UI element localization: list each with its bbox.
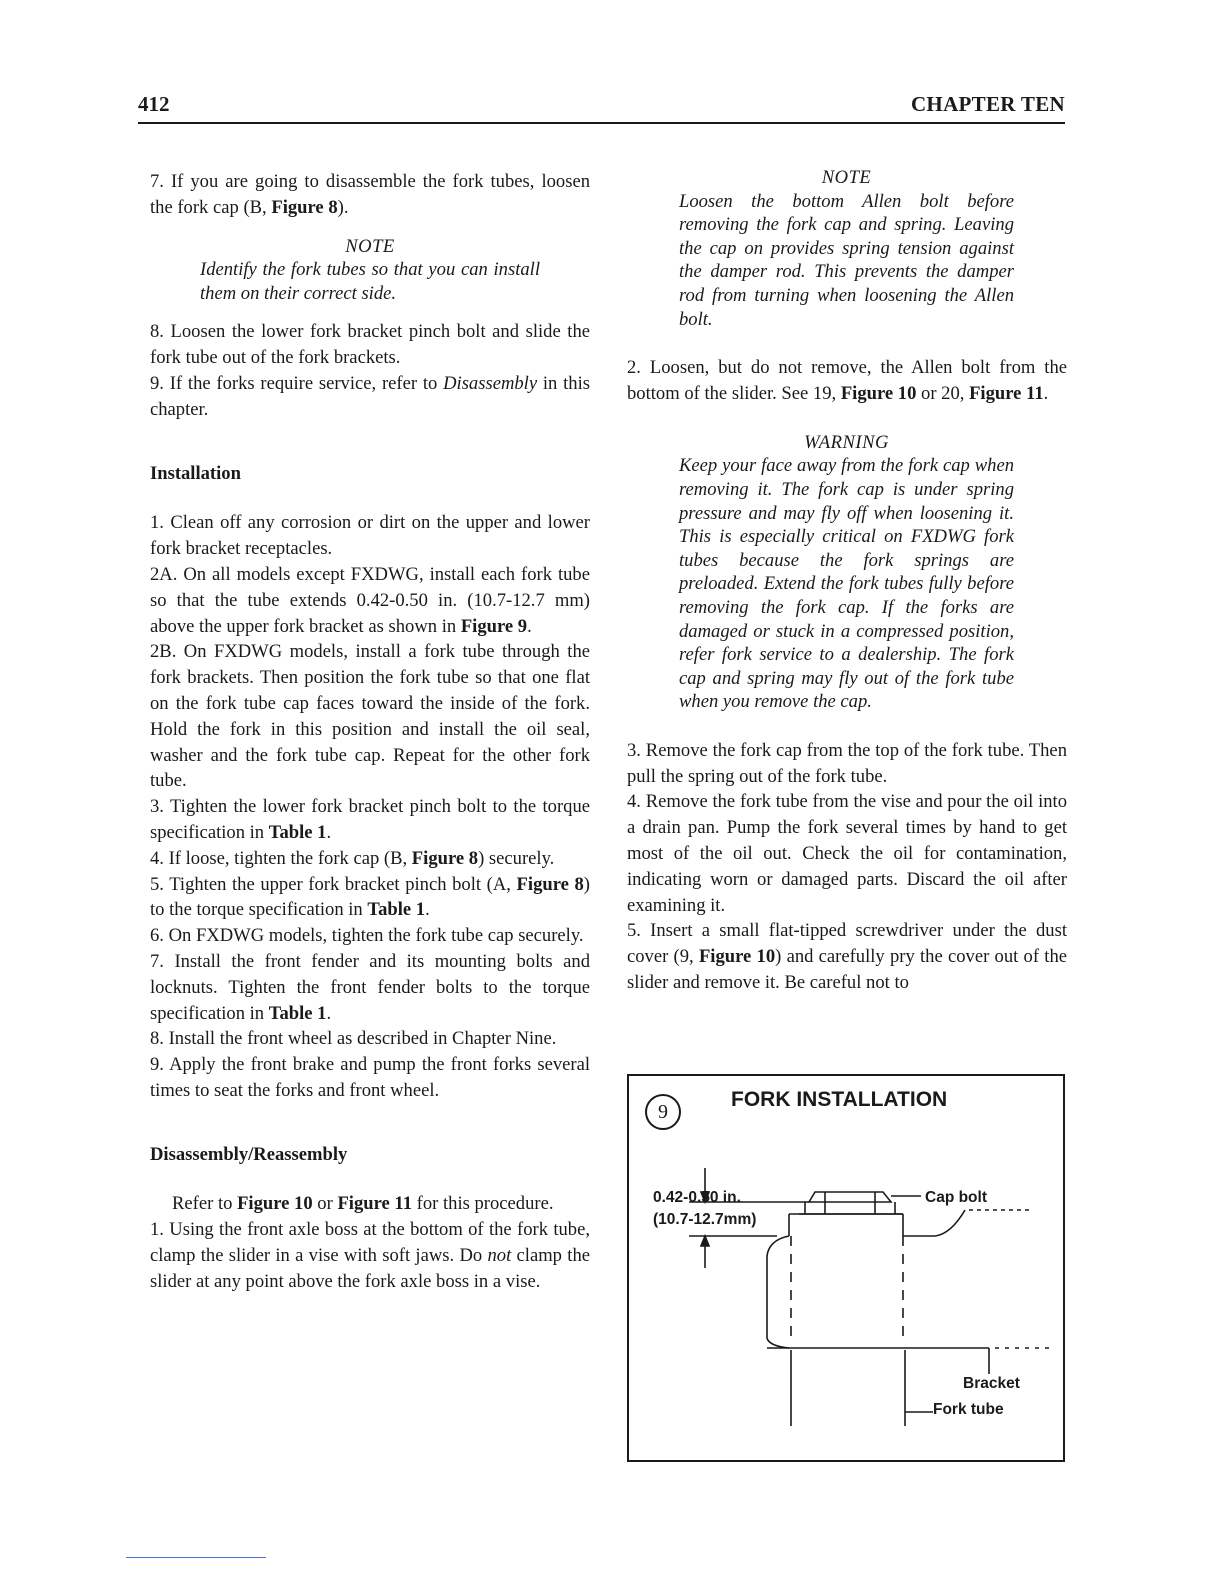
page-number: 412 [138, 92, 170, 116]
install-step-8: 8. Install the front wheel as described in Chapter Nine. [150, 1028, 557, 1050]
warning-text: Keep your face away from the fork cap when removing it. The fork cap is under spring pressure and may fly off when loosening it. This is especially critical on FXDWG fork tubes because the fork springs are preloaded. Extend the fork tubes fully before removing the fork cap. If the forks are damaged or stuck in a compressed position, refer fork service to a dealership. The fork cap and spring may fly out of the fork tube when you remove the cap. [679, 455, 1014, 713]
figure-title: FORK INSTALLATION [731, 1088, 948, 1111]
step-5-paragraph: 5. Insert a small flat-tipped screwdriver under the dust cover (9, Figure 10) and carefully pry the cover out of the slider and remove it. Be careful not to [627, 920, 1067, 994]
step-8-paragraph: 8. Loosen the lower fork bracket pinch bolt and slide the fork tube out of the fork brackets. [150, 321, 590, 369]
install-step-2a: 2A. On all models except FXDWG, install each fork tube so that the tube extends 0.42-0.50 in. (10.7-12.7 mm) above the upper fork bracket as shown in Figure 9. [150, 563, 590, 637]
header-rule [138, 122, 1065, 124]
cap-bolt-label: Cap bolt [925, 1189, 987, 1206]
page-header [138, 92, 1065, 122]
right-column [627, 166, 1067, 996]
fork-tube-label: Fork tube [933, 1401, 1004, 1418]
figure-number: 9 [645, 1094, 681, 1130]
dimension-mm: (10.7-12.7mm) [653, 1211, 757, 1228]
upper-bracket [767, 1236, 789, 1348]
note-text: Identify the fork tubes so that you can install them on their correct side. [200, 259, 540, 304]
warning-box [679, 431, 1014, 714]
dimension-inches: 0.42-0.50 in. [653, 1189, 741, 1206]
step-7-paragraph: 7. If you are going to disassemble the fork tubes, loosen the fork cap (B, Figure 8). [150, 171, 590, 218]
step-9-paragraph: 9. If the forks require service, refer to Disassembly in this chapter. [150, 372, 591, 420]
step-3-paragraph: 3. Remove the fork cap from the top of the fork tube. Then pull the spring out of the fork tube. [627, 739, 1067, 787]
step-2-paragraph: 2. Loosen, but do not remove, the Allen bolt from the bottom of the slider. See 19, Figure 10 or 20, Figure 11. [627, 357, 1067, 404]
page-edge-mark [126, 1557, 266, 1558]
install-step-9: 9. Apply the front brake and pump the front forks several times to seat the forks and front wheel. [150, 1054, 590, 1101]
figure-fork-installation [627, 1074, 1065, 1462]
warning-title: WARNING [804, 431, 889, 453]
note-identify-tubes [200, 235, 540, 306]
step-4-paragraph: 4. Remove the fork tube from the vise and pour the oil into a drain pan. Pump the fork several times by hand to get most of the oil out. Check the oil for contamination, indicating worn or damaged parts. Discard the oil after examining it. [627, 791, 1067, 916]
note-title: NOTE [345, 235, 395, 257]
note-text: Loosen the bottom Allen bolt before removing the fork cap and spring. Leaving the cap on provides spring tension against the damper rod. This prevents the damper rod from turning when loosening the Allen bolt. [679, 190, 1014, 330]
bracket-label: Bracket [963, 1375, 1020, 1392]
note-allen-bolt [679, 166, 1014, 331]
install-step-6: 6. On FXDWG models, tighten the fork tube cap securely. [150, 925, 584, 947]
disassembly-heading: Disassembly/Reassembly [150, 1143, 348, 1165]
install-step-2b: 2B. On FXDWG models, install a fork tube through the fork brackets. Then position the fork tube so that one flat on the fork tube cap faces toward the inside of the fork. Hold the fork in this position and install the oil seal, washer and the fork tube cap. Repeat for the other fork tube. [150, 641, 590, 792]
cap-bolt-hex [809, 1192, 891, 1202]
arrowhead-bottom [701, 1236, 709, 1246]
disassembly-step-1: 1. Using the front axle boss at the bottom of the fork tube, clamp the slider in a vise with soft jaws. Do not clamp the slider at any point above the fork axle boss in a vise. [150, 1219, 590, 1292]
install-step-3: 3. Tighten the lower fork bracket pinch bolt to the torque specification in Table 1. [150, 796, 590, 843]
install-step-4: 4. If loose, tighten the fork cap (B, Figure 8) securely. [150, 847, 555, 869]
install-step-5: 5. Tighten the upper fork bracket pinch bolt (A, Figure 8) to the torque specification in Table 1. [150, 873, 590, 921]
install-step-7: 7. Install the front fender and its mounting bolts and locknuts. Tighten the front fender bolts to the torque specification in Table 1. [150, 950, 590, 1024]
disassembly-intro: Refer to Figure 10 or Figure 11 for this procedure. [172, 1193, 554, 1215]
note-title: NOTE [821, 167, 872, 188]
install-step-1: 1. Clean off any corrosion or dirt on the upper and lower fork bracket receptacles. [150, 512, 590, 560]
chapter-title: CHAPTER TEN [910, 92, 1065, 116]
left-column [150, 169, 590, 1295]
installation-heading: Installation [150, 462, 241, 484]
